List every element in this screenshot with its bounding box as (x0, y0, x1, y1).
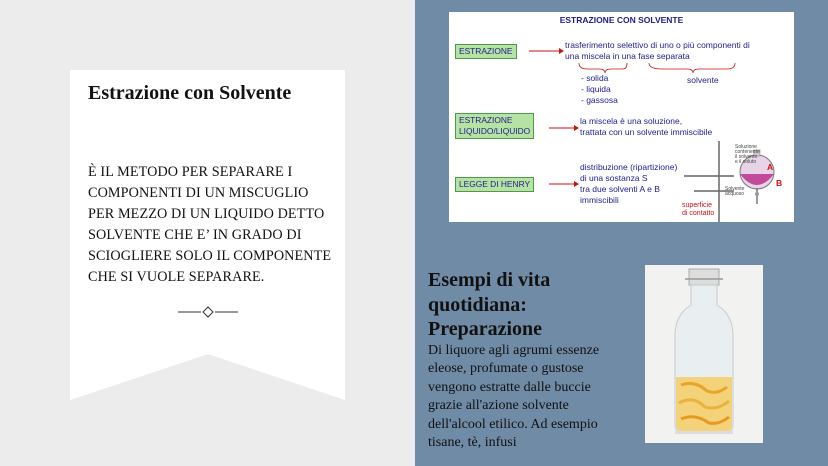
surface-label-1: superficie (682, 202, 712, 209)
arrow-icon (549, 179, 579, 189)
label-a: A (767, 162, 774, 172)
box-estrazione-liquido (455, 113, 534, 139)
card-title: Estrazione con Solvente (88, 82, 292, 104)
example-title-1: Esempi di vita (428, 269, 551, 291)
box3-text-3: tra due solventi A e B (580, 184, 660, 194)
box-estrazione: ESTRAZIONE (455, 44, 517, 59)
funnel-label-3: il solvente (735, 154, 758, 160)
label-b: B (776, 178, 783, 188)
box1-text-1: trasferimento selettivo di uno o più componenti di (565, 40, 750, 50)
solvente-label: solvente (687, 75, 719, 85)
phase-liquida: - liquida (581, 84, 611, 94)
box3-text-2: di una sostanza S (580, 173, 648, 183)
example-section (428, 268, 628, 453)
box2-text-1: la miscela è una soluzione, (580, 116, 683, 126)
card-body: È IL METODO PER SEPARARE I COMPONENTI DI UN MISCUGLIO PER MEZZO DI UN LIQUIDO DETTO SOLVENTE CHE E’ IN GRADO DI SCIOGLIERE SOLO IL COMPONENTE CHE SI VUOLE SEPARARE. (88, 164, 332, 285)
example-body: Di liquore agli agrumi essenze eleose, profumate o gustose vengono estratte dalle buccie grazie all'azione solvente dell'alcool etilico. Ad esempio tisane, tè, infusi (428, 342, 600, 451)
box-legge-henry: LEGGE DI HENRY (455, 177, 534, 192)
funnel-label-1: Soluzione (735, 144, 757, 150)
box2-line-2: LIQUIDO/LIQUIDO (459, 126, 531, 136)
phase-gassosa: - gassosa (581, 95, 618, 105)
example-title-3: Preparazione (428, 318, 543, 340)
arrow-icon (529, 46, 564, 56)
bottle-icon (645, 265, 763, 443)
funnel-label-b2: acquoso (725, 191, 744, 197)
box2-text-2: trattata con un solvente immiscibile (580, 127, 713, 137)
box3-text-1: distribuzione (ripartizione) (580, 162, 678, 172)
funnel-label-b1: Solvente (725, 186, 745, 192)
funnel-label-4: e il soluto (735, 159, 757, 165)
liqueur-bottle-image (645, 265, 763, 443)
diamond-divider-icon (178, 306, 238, 318)
funnel-label-2: contenente (735, 149, 760, 155)
box2-line-1: ESTRAZIONE (459, 115, 513, 125)
diagram-title: ESTRAZIONE CON SOLVENTE (559, 15, 684, 25)
extraction-diagram (449, 12, 794, 222)
surface-label-2: di contatto (682, 210, 715, 217)
arrow-icon (549, 123, 579, 133)
text-card (70, 70, 345, 400)
example-title-2: quotidiana: (428, 293, 527, 316)
phase-solida: - solida (581, 73, 609, 83)
box3-text-4: immiscibili (580, 195, 619, 205)
box1-text-2: una miscela in una fase separata (565, 51, 690, 61)
